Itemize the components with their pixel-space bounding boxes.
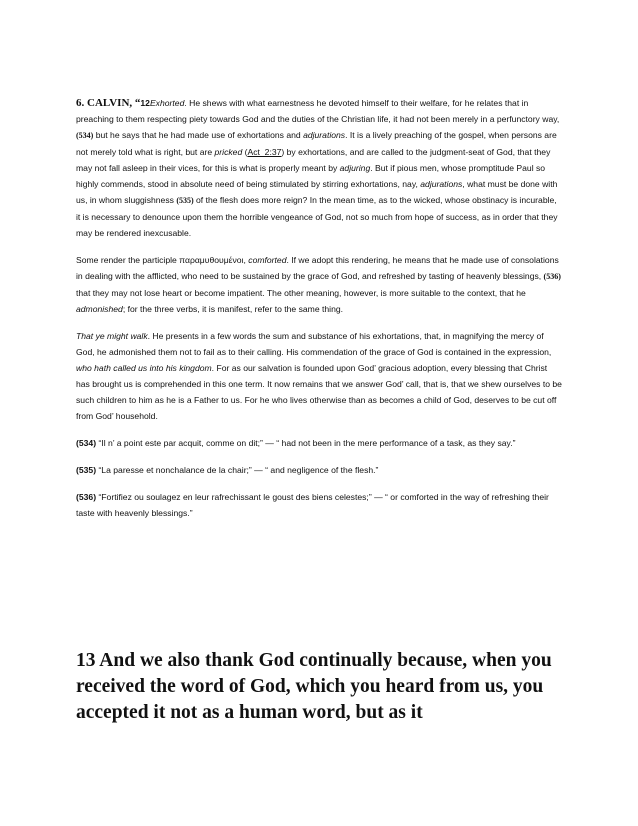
text-run: . If we adopt this rendering, he means that he made use of consolations in dealing with the afflicted, who need to be sustained by the grace of God, and refreshed by tasting of heavenly blessings, bbox=[76, 255, 559, 281]
commentary-author-label: 6. CALVIN, “ bbox=[76, 97, 141, 109]
footnote-number: (536) bbox=[76, 492, 97, 502]
commentary-paragraph-1 bbox=[76, 95, 562, 241]
footnote-text: “Il n’ a point este par acquit, comme on dit;” — “ had not been in the mere performance of a task, as they say.” bbox=[96, 438, 516, 448]
verse-heading: 13 And we also thank God continually because, when you received the word of God, which you heard from us, you accepted it not as a human word, but as it bbox=[76, 650, 552, 723]
text-run: ) by exhortations, and are called to the judgment-seat of God, that they may not fall asleep in their vices, for this is what is properly meant by bbox=[76, 147, 551, 173]
term: That ye might walk bbox=[76, 331, 148, 341]
footnote bbox=[76, 489, 562, 521]
text-run: Some render the participle παραμυθουμένοι, bbox=[76, 255, 249, 265]
text-run: . He presents in a few words the sum and substance of his exhortations, that, in magnifying the mercy of God, he admonished them not to fail as to their calling. His commendation of the grace of God is contained in the expression, bbox=[76, 331, 552, 357]
text-run: , what must be done with us, in whom sluggishness bbox=[76, 179, 558, 205]
text-run: . He shews with what earnestness he devoted himself to their welfare, for he relates that in preaching to them respecting piety towards God and the duties of the Christian life, it had not been merely in a perfunctory way, bbox=[76, 98, 560, 124]
text-run: . It is a lively preaching of the gospel, when persons are not merely told what is right, but are bbox=[76, 130, 557, 157]
text-run: ( bbox=[242, 147, 248, 157]
commentary-body bbox=[76, 95, 562, 532]
term: adjurations bbox=[420, 179, 463, 189]
footnote bbox=[76, 462, 562, 478]
commentary-paragraph-3 bbox=[76, 328, 562, 424]
text-run: . But if pious men, whose promptitude Paul so highly commends, stood in absolute need of being stimulated by stirring exhortations, nay, bbox=[76, 163, 546, 189]
footnote bbox=[76, 435, 562, 451]
text-run: ; for the three verbs, it is manifest, refer to the same thing. bbox=[122, 304, 344, 314]
term: admonished bbox=[76, 304, 123, 314]
term: Exhorted bbox=[149, 98, 185, 108]
term: pricked bbox=[214, 147, 243, 157]
scripture-link[interactable]: Act_2:37 bbox=[247, 147, 282, 157]
text-run: of the flesh does more reign? In the mean time, as to the wicked, whose obstinacy is incurable, it is necessary to denounce upon them the horrible vengeance of God, not so much from hope of success, as in order that they may be rendered inexcusable. bbox=[76, 195, 558, 238]
footnote-reference: (535) bbox=[176, 196, 194, 205]
text-run: but he says that he had made use of exhortations and bbox=[93, 130, 304, 140]
term: adjuring bbox=[339, 163, 371, 173]
text-run: that they may not lose heart or become impatient. The other meaning, however, is more suitable to the context, that he bbox=[76, 288, 526, 298]
footnote-text: “La paresse et nonchalance de la chair;” — “ and negligence of the flesh.” bbox=[96, 465, 379, 475]
commentary-paragraph-2 bbox=[76, 252, 562, 317]
footnote-text: “Fortifiez ou soulagez en leur rafrechissant le goust des biens celestes;” — “ or comforted in the way of refreshing their taste with heavenly blessings.” bbox=[76, 492, 549, 518]
term: who hath called us into his kingdom bbox=[76, 363, 212, 373]
footnote-number: (535) bbox=[76, 465, 97, 475]
footnote-reference: (534) bbox=[76, 131, 94, 140]
footnote-number: (534) bbox=[76, 438, 97, 448]
footnote-reference: (536) bbox=[543, 272, 561, 281]
term: adjurations bbox=[303, 130, 346, 140]
text-run: . For as our salvation is founded upon God’ gracious adoption, every blessing that Christ has brought us is comprehended in this one term. It now remains that we answer God’ call, that is, that we shew ourselves to be such children to him as he is a Father to us. For he who lives otherwise than as becomes a child of God, deserves to be cut off from God’ household. bbox=[76, 363, 562, 421]
verse-number: 12 bbox=[140, 98, 150, 108]
term: comforted bbox=[248, 255, 287, 265]
